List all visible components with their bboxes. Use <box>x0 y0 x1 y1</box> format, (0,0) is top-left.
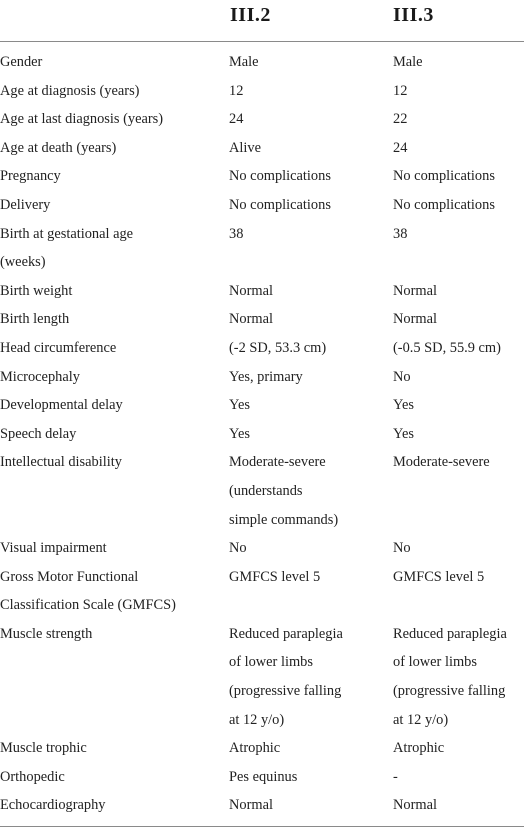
cell-iii-2-line: Yes <box>229 425 250 442</box>
row-label-line: Microcephaly <box>0 368 80 385</box>
cell-iii-2-line: of lower limbs <box>229 654 313 671</box>
row-label <box>0 105 229 134</box>
cell-iii-2-line: simple commands) <box>229 511 339 528</box>
row-label-line: Birth weight <box>0 282 73 299</box>
cell-iii-2 <box>229 305 393 334</box>
cell-iii-2 <box>229 391 393 420</box>
cell-iii-3 <box>393 391 524 420</box>
cell-iii-3 <box>393 563 524 620</box>
table-row <box>0 563 524 620</box>
table-row <box>0 391 524 420</box>
row-label-line: Muscle strength <box>0 625 93 642</box>
cell-iii-3 <box>393 77 524 106</box>
cell-iii-2 <box>229 77 393 106</box>
table-row <box>0 162 524 191</box>
cell-iii-3-line: - <box>393 768 398 785</box>
cell-iii-3 <box>393 220 524 277</box>
cell-iii-2 <box>229 105 393 134</box>
cell-iii-2-line: Pes equinus <box>229 768 298 785</box>
row-label-line: Age at last diagnosis (years) <box>0 111 164 128</box>
column-header-iii-2: III.2 <box>230 4 271 26</box>
cell-iii-2-line: Moderate-severe <box>229 454 326 471</box>
row-label-line: Echocardiography <box>0 797 106 814</box>
cell-iii-3 <box>393 162 524 191</box>
cell-iii-3-line: No complications <box>393 196 495 213</box>
cell-iii-2 <box>229 134 393 163</box>
table-row <box>0 363 524 392</box>
cell-iii-2-line: No <box>229 540 247 557</box>
table-row <box>0 734 524 763</box>
table-row <box>0 620 524 734</box>
row-label-line: Birth length <box>0 311 70 328</box>
cell-iii-2-line: Yes <box>229 397 250 414</box>
cell-iii-2 <box>229 563 393 620</box>
table-row <box>0 105 524 134</box>
row-label-line: Gender <box>0 54 43 70</box>
cell-iii-3-line: Yes <box>393 397 414 414</box>
cell-iii-2-line: Yes, primary <box>229 368 303 385</box>
cell-iii-3 <box>393 105 524 134</box>
cell-iii-2-line: 12 <box>229 82 244 99</box>
table-row <box>0 277 524 306</box>
cell-iii-2 <box>229 191 393 220</box>
cell-iii-2-line: No complications <box>229 168 331 185</box>
cell-iii-2 <box>229 334 393 363</box>
cell-iii-3-line: Normal <box>393 311 437 328</box>
cell-iii-3 <box>393 48 524 77</box>
cell-iii-3-line: GMFCS level 5 <box>393 568 485 585</box>
cell-iii-2-line: Normal <box>229 282 273 299</box>
cell-iii-3 <box>393 363 524 392</box>
cell-iii-3-line: Normal <box>393 797 437 814</box>
cell-iii-3-line: No <box>393 540 411 557</box>
table-row <box>0 534 524 563</box>
cell-iii-2-line: Normal <box>229 311 273 328</box>
row-label-line: Delivery <box>0 196 51 213</box>
cell-iii-3 <box>393 134 524 163</box>
table-row <box>0 448 524 534</box>
row-label <box>0 734 229 763</box>
cell-iii-3-line: 22 <box>393 111 408 128</box>
row-label-line: Pregnancy <box>0 168 61 185</box>
table-row <box>0 334 524 363</box>
cell-iii-3-line: 24 <box>393 139 408 156</box>
row-label <box>0 563 229 620</box>
cell-iii-3-line: Atrophic <box>393 740 445 757</box>
cell-iii-2 <box>229 420 393 449</box>
cell-iii-3-line: No complications <box>393 168 495 185</box>
table-row <box>0 420 524 449</box>
cell-iii-3 <box>393 420 524 449</box>
row-label <box>0 162 229 191</box>
cell-iii-3 <box>393 277 524 306</box>
row-label-line: Classification Scale (GMFCS) <box>0 597 176 614</box>
cell-iii-3-line: Male <box>393 54 423 70</box>
cell-iii-2 <box>229 734 393 763</box>
cell-iii-2-line: No complications <box>229 196 331 213</box>
header-divider <box>0 41 524 42</box>
cell-iii-2-line: Normal <box>229 797 273 814</box>
row-label <box>0 48 229 77</box>
cell-iii-3-line: at 12 y/o) <box>393 711 449 728</box>
row-label-line: Developmental delay <box>0 397 123 414</box>
cell-iii-3-line: 12 <box>393 82 408 99</box>
cell-iii-2 <box>229 534 393 563</box>
cell-iii-2-line: Reduced paraplegia <box>229 625 343 642</box>
row-label <box>0 191 229 220</box>
cell-iii-2 <box>229 363 393 392</box>
cell-iii-2 <box>229 791 393 820</box>
row-label-line: Age at death (years) <box>0 139 117 156</box>
cell-iii-3 <box>393 791 524 820</box>
cell-iii-3 <box>393 763 524 792</box>
cell-iii-3-line: 38 <box>393 225 408 242</box>
cell-iii-3-line: of lower limbs <box>393 654 477 671</box>
cell-iii-2 <box>229 48 393 77</box>
table-row <box>0 134 524 163</box>
row-label-line: Birth at gestational age <box>0 225 134 242</box>
column-header-iii-3: III.3 <box>393 4 434 26</box>
row-label <box>0 277 229 306</box>
cell-iii-3-line: Moderate-severe <box>393 454 490 471</box>
row-label-line: Age at diagnosis (years) <box>0 82 140 99</box>
cell-iii-2-line: Male <box>229 54 259 70</box>
table-row <box>0 220 524 277</box>
table-bottom-divider <box>0 826 524 827</box>
row-label-line: Intellectual disability <box>0 454 122 471</box>
row-label <box>0 77 229 106</box>
cell-iii-3 <box>393 734 524 763</box>
row-label <box>0 763 229 792</box>
table-row <box>0 191 524 220</box>
row-label-line: Visual impairment <box>0 540 107 557</box>
table-row <box>0 763 524 792</box>
cell-iii-3 <box>393 305 524 334</box>
cell-iii-2-line: (understands <box>229 482 303 499</box>
table-header <box>0 0 524 40</box>
row-label <box>0 220 229 277</box>
row-label-line: (weeks) <box>0 254 46 271</box>
table-row <box>0 48 524 77</box>
table-row <box>0 305 524 334</box>
cell-iii-2-line: Alive <box>229 139 261 156</box>
row-label <box>0 791 229 820</box>
table-body <box>0 48 524 820</box>
row-label <box>0 391 229 420</box>
row-label-line: Speech delay <box>0 425 77 442</box>
row-label <box>0 448 229 534</box>
cell-iii-2 <box>229 620 393 734</box>
row-label-line: Gross Motor Functional <box>0 568 139 585</box>
cell-iii-2-line: GMFCS level 5 <box>229 568 321 585</box>
cell-iii-2-line: at 12 y/o) <box>229 711 285 728</box>
cell-iii-2 <box>229 220 393 277</box>
row-label <box>0 420 229 449</box>
cell-iii-2-line: 38 <box>229 225 244 242</box>
cell-iii-3-line: Normal <box>393 282 437 299</box>
cell-iii-3 <box>393 334 524 363</box>
cell-iii-3-line: (progressive falling <box>393 683 506 700</box>
row-label <box>0 363 229 392</box>
row-label-line: Orthopedic <box>0 768 65 785</box>
cell-iii-3-line: Reduced paraplegia <box>393 625 507 642</box>
row-label-line: Muscle trophic <box>0 740 87 757</box>
cell-iii-2 <box>229 448 393 534</box>
row-label <box>0 534 229 563</box>
row-label <box>0 134 229 163</box>
row-label <box>0 305 229 334</box>
cell-iii-3 <box>393 448 524 534</box>
cell-iii-2-line: (-2 SD, 53.3 cm) <box>229 339 327 356</box>
row-label <box>0 334 229 363</box>
cell-iii-3 <box>393 191 524 220</box>
cell-iii-3 <box>393 620 524 734</box>
cell-iii-3-line: (-0.5 SD, 55.9 cm) <box>393 339 501 356</box>
cell-iii-2-line: Atrophic <box>229 740 281 757</box>
table-row <box>0 77 524 106</box>
table-row <box>0 791 524 820</box>
cell-iii-2-line: 24 <box>229 111 244 128</box>
cell-iii-3-line: Yes <box>393 425 414 442</box>
cell-iii-2 <box>229 277 393 306</box>
cell-iii-2 <box>229 763 393 792</box>
cell-iii-3-line: No <box>393 368 411 385</box>
row-label-line: Head circumference <box>0 339 117 356</box>
cell-iii-2-line: (progressive falling <box>229 683 342 700</box>
cell-iii-3 <box>393 534 524 563</box>
row-label <box>0 620 229 734</box>
cell-iii-2 <box>229 162 393 191</box>
